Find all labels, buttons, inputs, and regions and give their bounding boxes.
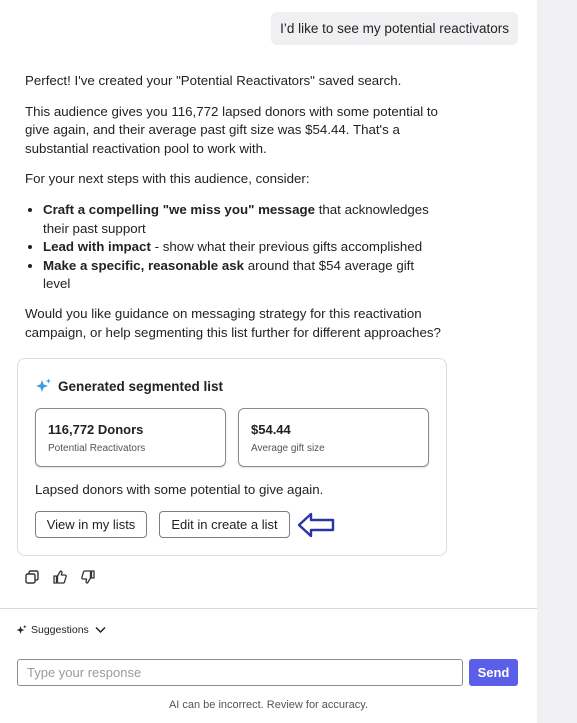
stat-label: Average gift size [251, 443, 325, 454]
sparkle-icon [35, 378, 52, 395]
thumbs-down-icon[interactable] [80, 569, 96, 585]
average-gift-stat [238, 408, 429, 467]
list-item-text: - show what their previous gifts accomplished [150, 239, 423, 255]
assistant-paragraph-summary: This audience gives you 116,772 lapsed donors with some potential to give again, and their average past gift size was $54.44. That's a substantial reactivation pool to work with. [25, 103, 438, 156]
side-panel [537, 0, 577, 723]
left-arrow-icon [296, 511, 336, 539]
disclaimer-text: AI can be incorrect. Review for accuracy. [168, 699, 369, 711]
segmented-list-card [17, 358, 447, 556]
next-steps-list [25, 201, 445, 294]
assistant-paragraph-confirmation: Perfect! I've created your "Potential Reactivators" saved search. [25, 73, 402, 88]
suggestions-label: Suggestions [31, 624, 89, 636]
chevron-down-icon [95, 626, 106, 634]
list-item-text: around that $54 average gift level [43, 257, 415, 292]
sparkle-icon [16, 625, 27, 636]
response-input[interactable] [17, 659, 463, 686]
donor-count-stat [35, 408, 226, 467]
thumbs-up-icon[interactable] [52, 569, 68, 585]
list-item [43, 201, 445, 238]
divider [0, 608, 537, 609]
assistant-message [25, 72, 445, 354]
list-item [43, 257, 445, 294]
list-description: Lapsed donors with some potential to give again. [35, 482, 324, 497]
list-item-bold: Make a specific, reasonable ask [43, 257, 245, 273]
stat-label: Potential Reactivators [48, 443, 146, 454]
list-item-text: that acknowledges their past support [43, 201, 429, 236]
view-in-my-lists-button[interactable]: View in my lists [35, 511, 147, 538]
suggestions-toggle[interactable] [16, 624, 106, 636]
edit-in-create-a-list-button[interactable]: Edit in create a list [159, 511, 290, 538]
assistant-paragraph-next-steps: For your next steps with this audience, consider: [25, 171, 310, 187]
stat-value: 116,772 Donors [48, 422, 144, 437]
feedback-bar [24, 569, 96, 585]
list-item-bold: Lead with impact [43, 239, 151, 255]
assistant-paragraph-question: Would you like guidance on messaging strategy for this reactivation campaign, or help segmenting this list further for different approaches? [25, 305, 441, 340]
send-button[interactable]: Send [469, 659, 518, 686]
list-item [43, 238, 445, 257]
copy-icon[interactable] [24, 569, 40, 585]
card-header [35, 378, 223, 395]
card-title: Generated segmented list [58, 379, 224, 394]
user-message-bubble: I’d like to see my potential reactivators [271, 12, 518, 45]
list-item-bold: Craft a compelling "we miss you" message [43, 201, 315, 217]
stat-value: $54.44 [251, 422, 291, 437]
